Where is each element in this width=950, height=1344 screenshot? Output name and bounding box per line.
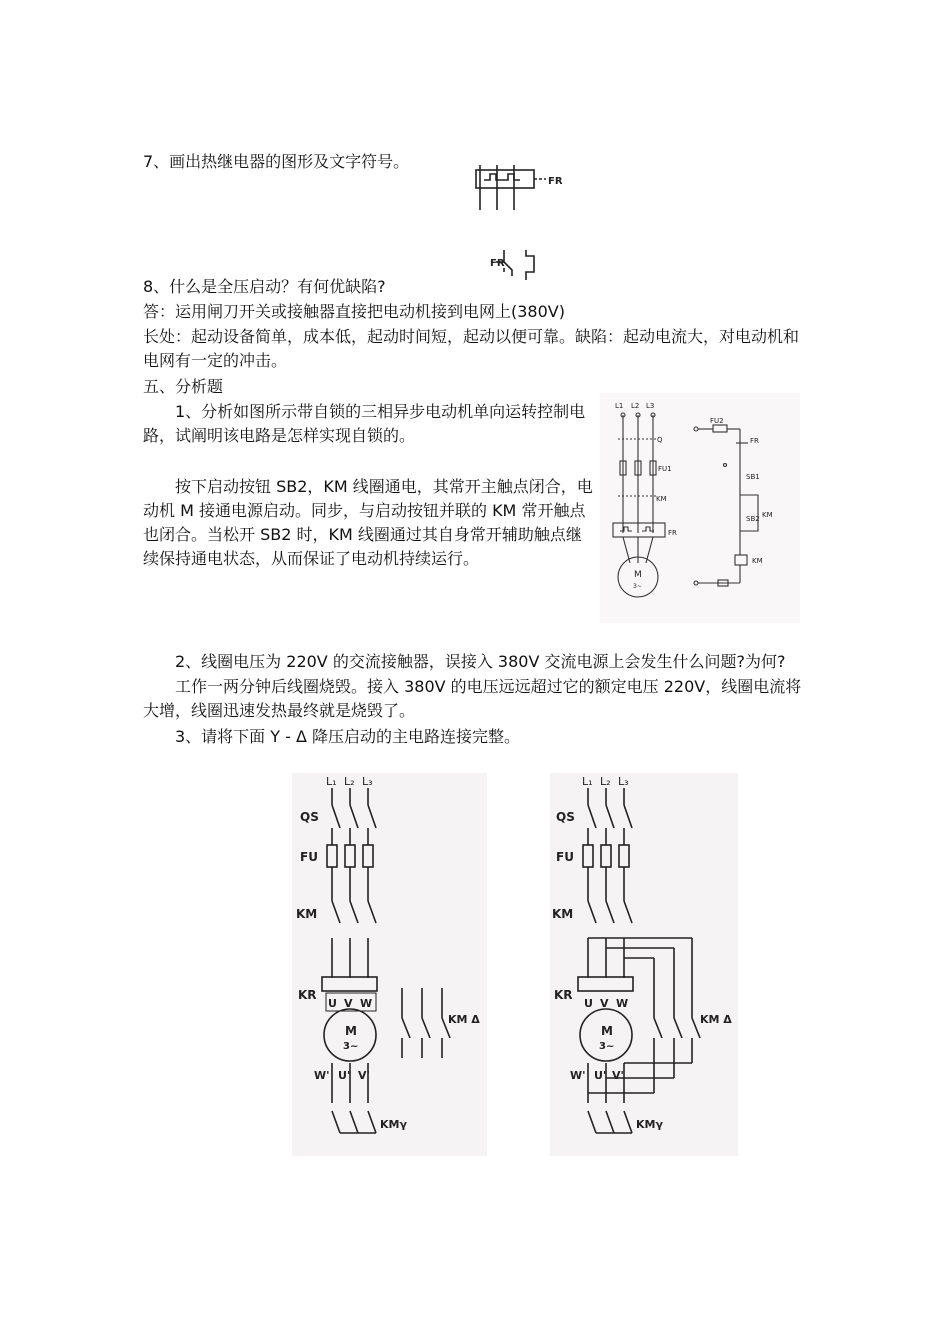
svg-text:FR: FR [750,437,759,445]
svg-text:W': W' [570,1069,586,1082]
y-delta-circuit-complete-figure [550,773,738,1156]
svg-text:V: V [344,997,353,1010]
section-five-title: 五、分析题 [143,377,224,396]
q8-answer: 答：运用闸刀开关或接触器直接把电动机接到电网上(380V) [143,302,565,321]
q8-pros-cons: 长处：起动设备简单，成本低，起动时间短，起动以便可靠。缺陷：起动电流大，对电动机和电网有一定的冲击。 [143,327,800,370]
svg-text:KMγ: KMγ [380,1118,407,1131]
thermal-relay-symbol-figure [466,160,571,285]
svg-text:W': W' [314,1069,330,1082]
a2-question: 2、线圈电压为 220V 的交流接触器，误接入 380V 交流电源上会发生什么问题?为何? [175,652,786,671]
svg-text:QS: QS [300,810,319,824]
fr-label-2: FR [490,258,505,269]
svg-text:KMγ: KMγ [636,1118,663,1131]
svg-text:W: W [616,997,629,1010]
svg-text:U': U' [594,1069,607,1082]
svg-text:M: M [345,1024,357,1038]
svg-text:V': V' [612,1069,624,1082]
svg-text:FU1: FU1 [658,465,672,473]
svg-text:L₂: L₂ [344,775,355,788]
svg-text:KR: KR [554,988,573,1002]
svg-text:L₁: L₁ [582,775,593,788]
svg-text:Q: Q [657,436,663,444]
svg-text:KM: KM [762,511,773,519]
svg-text:KM: KM [296,907,318,921]
svg-text:L₃: L₃ [362,775,373,788]
svg-text:KM: KM [552,907,574,921]
svg-text:L₃: L₃ [618,775,629,788]
svg-text:3~: 3~ [633,583,642,590]
svg-text:KM: KM [656,495,667,503]
svg-text:KM Δ: KM Δ [448,1013,480,1026]
svg-text:QS: QS [556,810,575,824]
svg-text:KM: KM [752,557,763,565]
a3-question: 3、请将下面 Y - Δ 降压启动的主电路连接完整。 [175,727,521,746]
svg-text:M: M [601,1024,613,1038]
svg-text:U': U' [338,1069,351,1082]
svg-text:FU: FU [300,850,318,864]
q8-title: 8、什么是全压启动？有何优缺陷? [143,277,386,296]
svg-text:FU2: FU2 [710,417,724,425]
svg-text:L2: L2 [631,402,640,410]
y-delta-circuit-incomplete-figure [292,773,487,1156]
svg-text:L3: L3 [646,402,655,410]
svg-text:L1: L1 [615,402,624,410]
svg-text:FU: FU [556,850,574,864]
svg-text:L₁: L₁ [326,775,337,788]
q7-question: 7、画出热继电器的图形及文字符号。 [143,152,410,171]
svg-text:KR: KR [298,988,317,1002]
svg-text:FR: FR [668,529,677,537]
svg-text:U: U [584,997,593,1010]
svg-text:L₂: L₂ [600,775,611,788]
svg-text:SB1: SB1 [746,473,760,481]
svg-text:3~: 3~ [343,1041,359,1052]
svg-text:M: M [634,570,642,580]
fr-label-1: FR [548,176,563,187]
a1-question: 1、分析如图所示带自锁的三相异步电动机单向运转控制电路，试阐明该电路是怎样实现自锁的。 [143,402,586,445]
svg-text:W: W [360,997,373,1010]
svg-text:V: V [600,997,609,1010]
a1-answer: 按下启动按钮 SB2，KM 线圈通电，其常开主触点闭合，电动机 M 接通电源启动。同步，与启动按钮并联的 KM 常开触点也闭合。当松开 SB2 时，KM 线圈通过其自身常开辅助触点继续保持通电状态，从而保证了电动机持续运行。 [143,477,593,568]
self-locking-circuit-figure [600,393,800,623]
svg-text:V': V' [358,1069,370,1082]
svg-text:U: U [328,997,337,1010]
svg-text:SB2: SB2 [746,515,760,523]
a2-answer: 工作一两分钟后线圈烧毁。接入 380V 的电压远远超过它的额定电压 220V，线圈电流将大增，线圈迅速发热最终就是烧毁了。 [143,677,802,720]
svg-text:KM Δ: KM Δ [700,1013,732,1026]
svg-text:3~: 3~ [599,1041,615,1052]
